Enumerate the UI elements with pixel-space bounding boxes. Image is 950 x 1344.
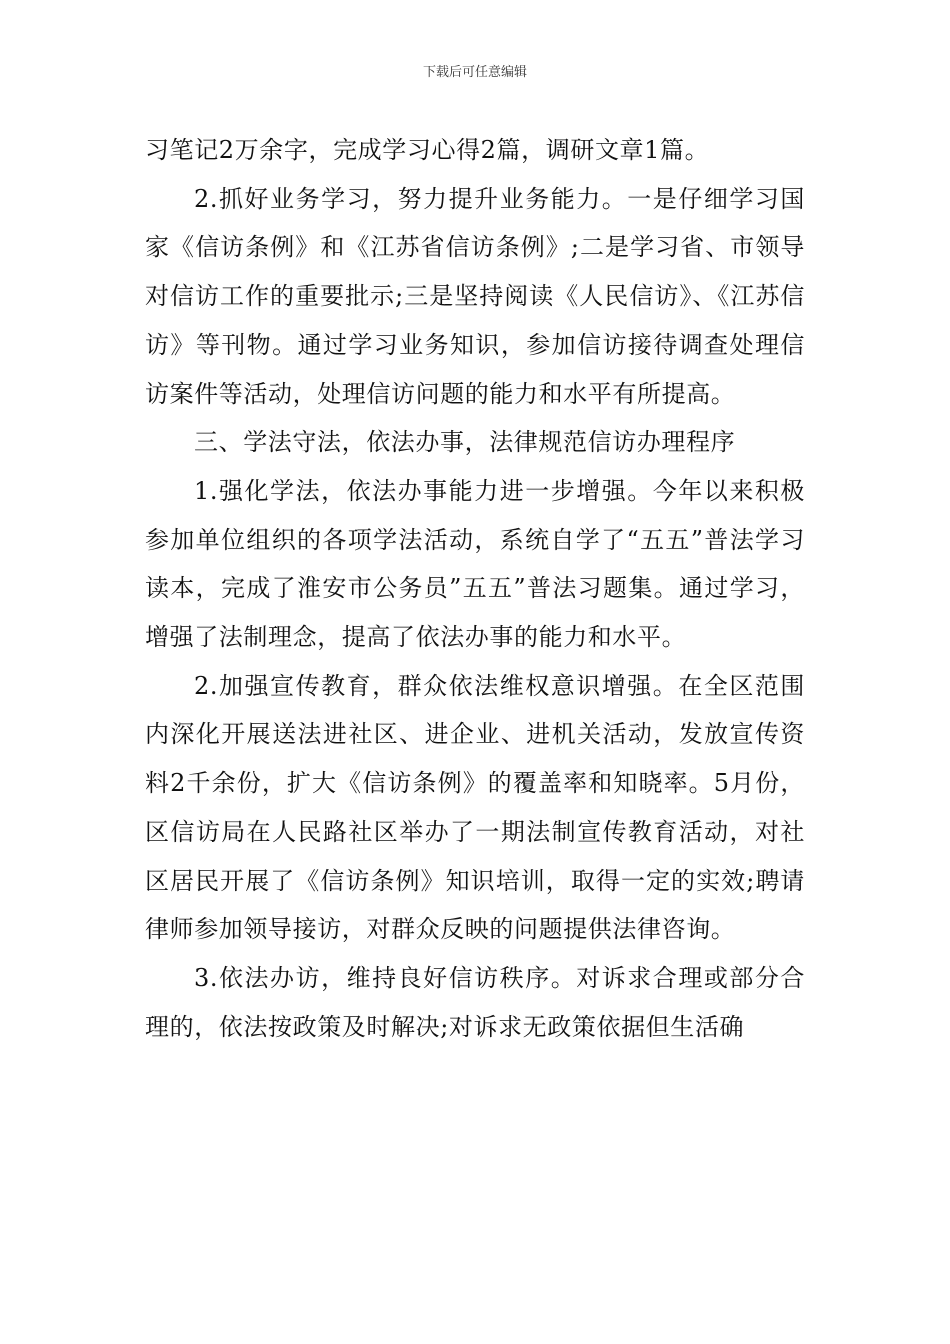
document-body: [145, 126, 805, 1051]
paragraph-publicity-education: 2.加强宣传教育，群众依法维权意识增强。在全区范围内深化开展送法进社区、进企业、进机关活动，发放宣传资料2千余份，扩大《信访条例》的覆盖率和知晓率。5月份，区信访局在人民路社区举办了一期法制宣传教育活动，对社区居民开展了《信访条例》知识培训，取得一定的实效;聘请律师参加领导接访，对群众反映的问题提供法律咨询。: [145, 671, 805, 944]
paragraph-lawful-handling: 3.依法办访，维持良好信访秩序。对诉求合理或部分合理的，依法按政策及时解决;对诉求无政策依据但生活确: [145, 963, 805, 1041]
paragraph-continuation: 习笔记2万余字，完成学习心得2篇，调研文章1篇。: [145, 136, 710, 164]
header-note: 下载后可任意编辑: [422, 65, 527, 80]
paragraph-strengthen-law-study: 1.强化学法，依法办事能力进一步增强。今年以来积极参加单位组织的各项学法活动，系统自学了“五五”普法学习读本，完成了淮安市公务员”五五”普法习题集。通过学习，增强了法制理念，提高了依法办事的能力和水平。: [145, 476, 805, 652]
section-heading-law: 三、学法守法，依法办事，法律规范信访办理程序: [194, 428, 736, 457]
paragraph-business-study: 2.抓好业务学习，努力提升业务能力。一是仔细学习国家《信访条例》和《江苏省信访条例》;二是学习省、市领导对信访工作的重要批示;三是坚持阅读《人民信访》、《江苏信访》等刊物。通过学习业务知识，参加信访接待调查处理信访案件等活动，处理信访问题的能力和水平有所提高。: [145, 184, 805, 408]
